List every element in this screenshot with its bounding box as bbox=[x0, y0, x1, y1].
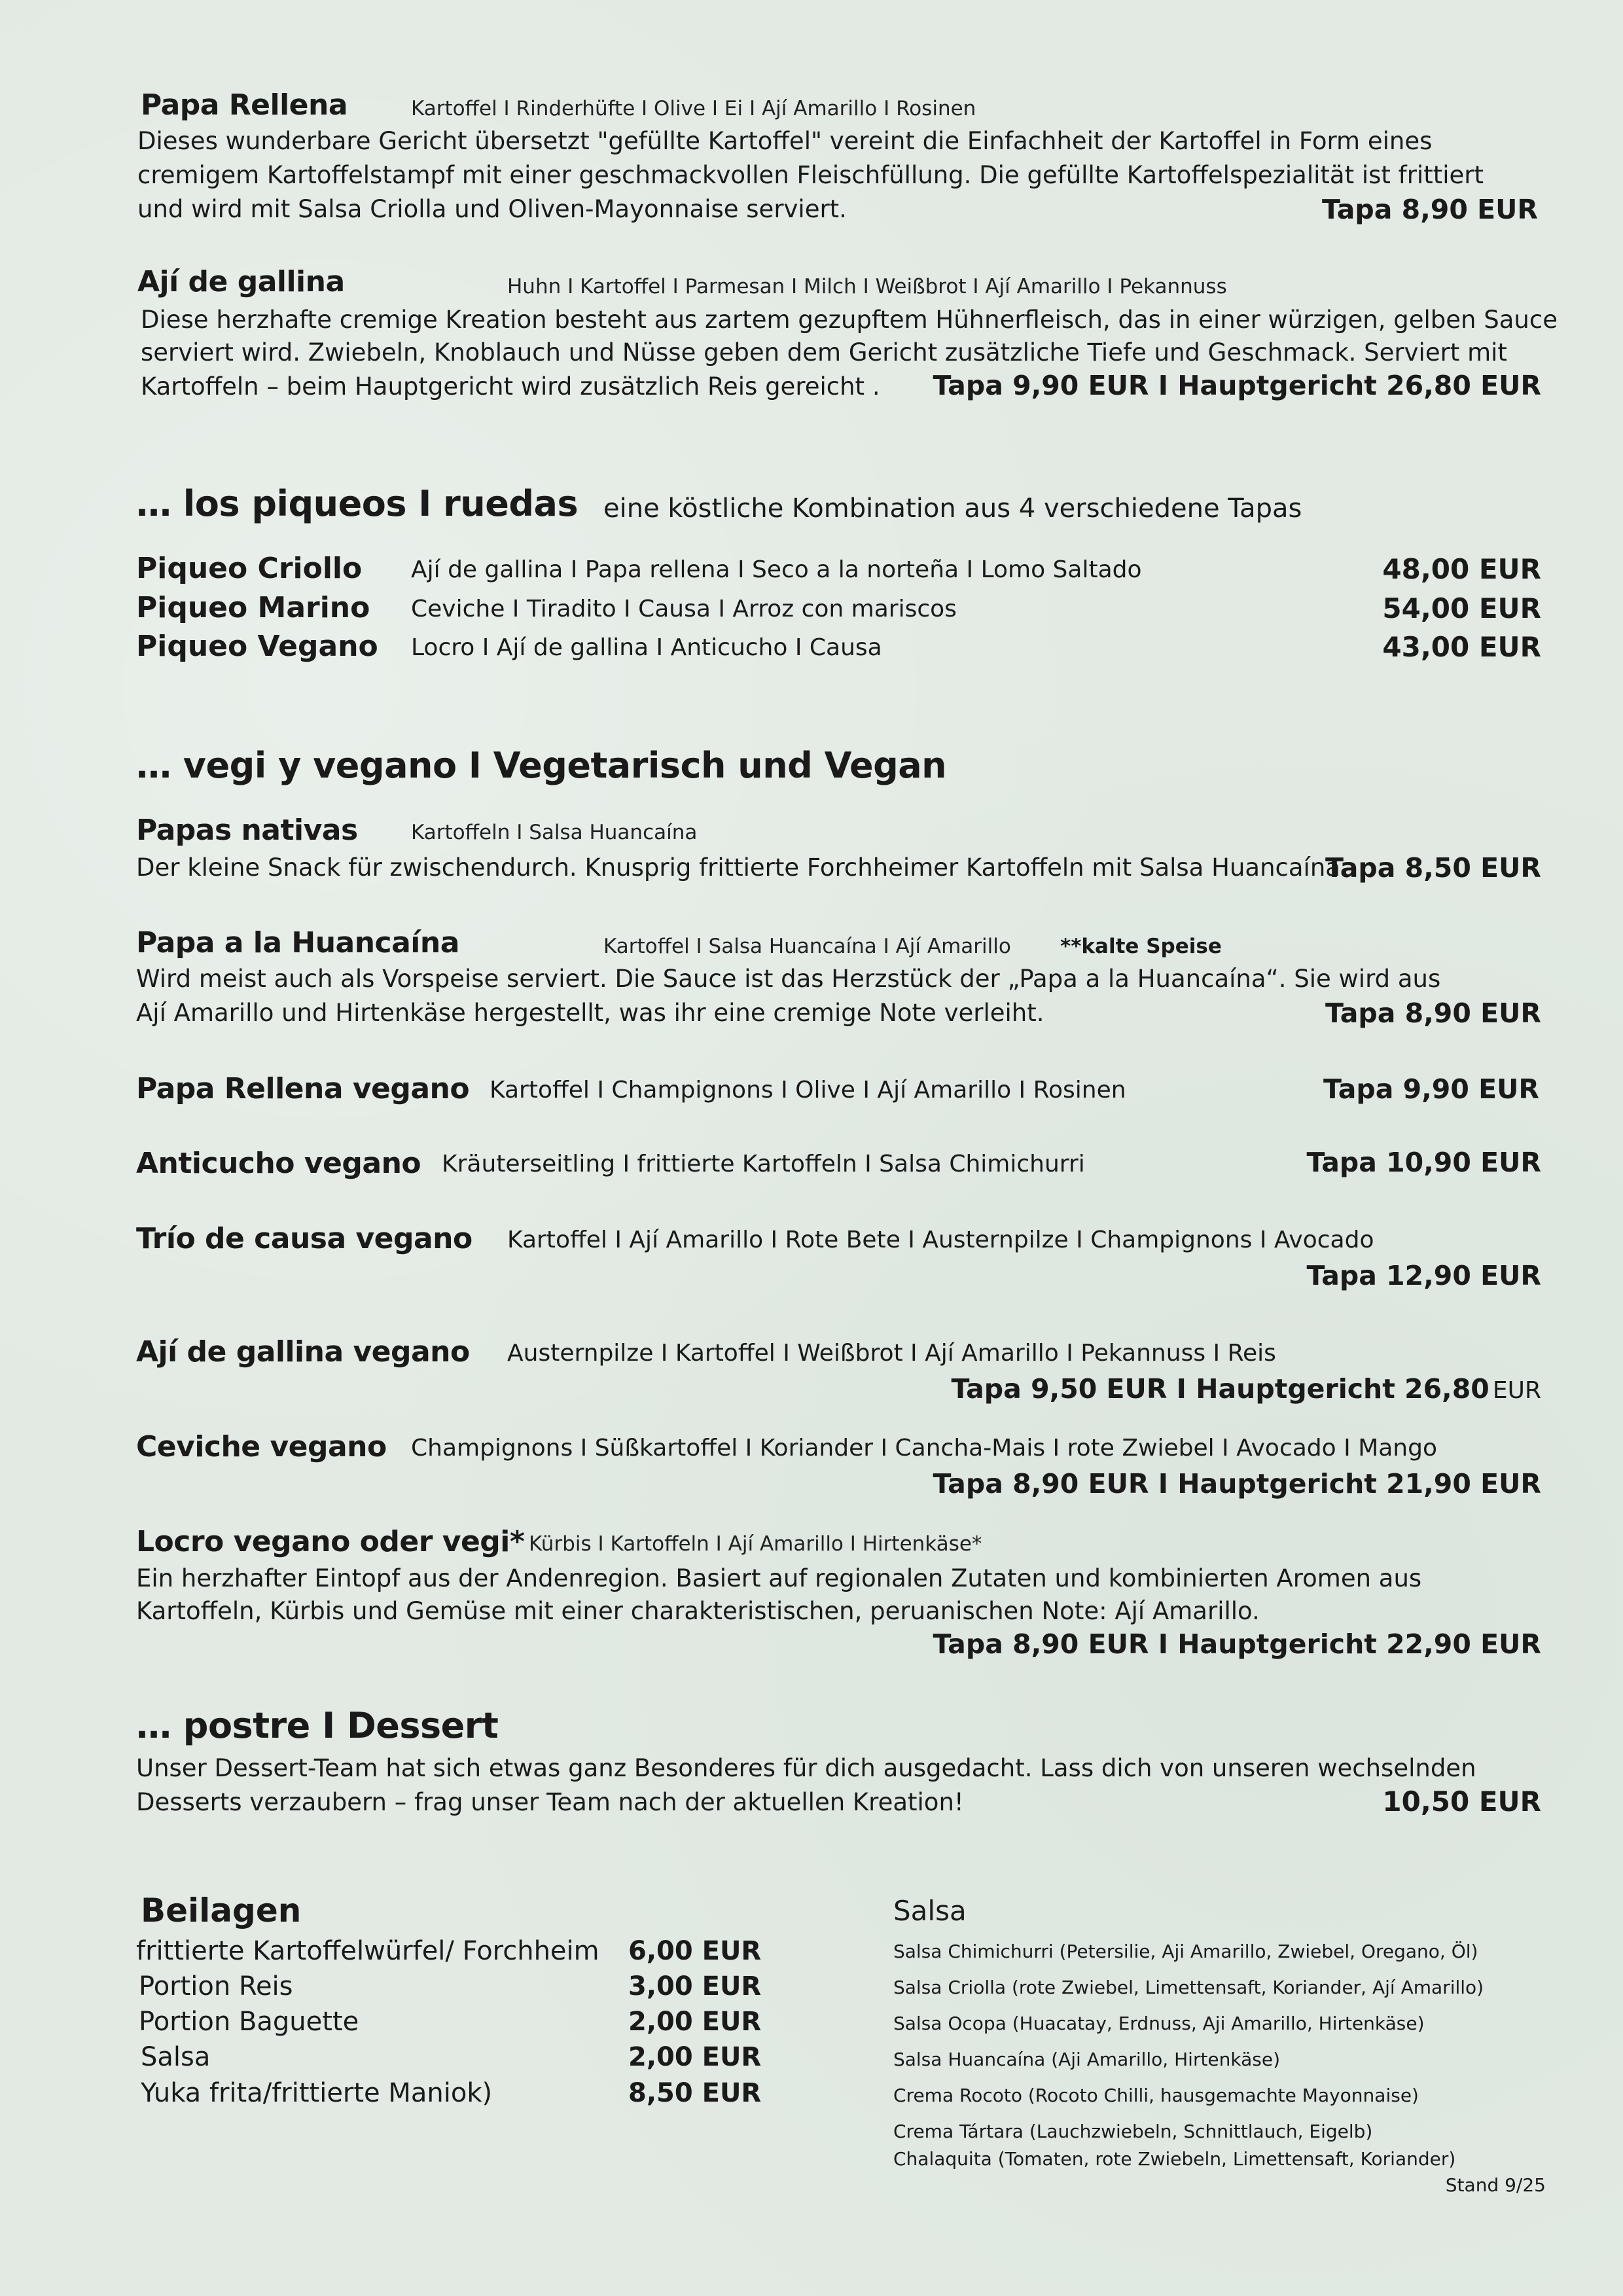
dish-price: Tapa 8,90 EUR I Hauptgericht 21,90 EUR bbox=[933, 1468, 1541, 1499]
dish-name-aji-de-gallina: Ají de gallina bbox=[137, 265, 345, 298]
side-item-price: 2,00 EUR bbox=[628, 2042, 762, 2072]
salsa-item: Crema Tártara (Lauchzwiebeln, Schnittlauch, Eigelb) bbox=[893, 2121, 1373, 2142]
side-item-name: Portion Baguette bbox=[139, 2007, 359, 2037]
dish-description-line: Diese herzhafte cremige Kreation besteht aus zartem gezupftem Hühnerfleisch, das in einer würzigen, gelben Sauce bbox=[141, 306, 1558, 334]
dish-price: Tapa 8,90 EUR bbox=[1325, 997, 1541, 1029]
dish-ingredients: Kartoffel I Champignons I Olive I Ají Amarillo I Rosinen bbox=[490, 1077, 1126, 1103]
piqueo-price: 43,00 EUR bbox=[1382, 631, 1541, 663]
dish-ingredients: Huhn I Kartoffel I Parmesan I Milch I Weißbrot I Ají Amarillo I Pekannuss bbox=[507, 275, 1227, 298]
dish-price: Tapa 9,90 EUR I Hauptgericht 26,80 EUR bbox=[933, 370, 1541, 401]
dish-name-papa-rellena-vegano: Papa Rellena vegano bbox=[136, 1072, 470, 1105]
piqueo-ingredients: Locro I Ají de gallina I Anticucho I Causa bbox=[411, 634, 882, 661]
dish-name-papas-nativas: Papas nativas bbox=[136, 814, 358, 847]
section-note: eine köstliche Kombination aus 4 verschiedene Tapas bbox=[603, 493, 1302, 524]
cold-dish-note: **kalte Speise bbox=[1060, 935, 1222, 958]
salsa-item: Salsa Huancaína (Aji Amarillo, Hirtenkäse) bbox=[893, 2049, 1281, 2070]
piqueo-name: Piqueo Marino bbox=[136, 591, 370, 624]
dish-name-trio-causa-vegano: Trío de causa vegano bbox=[136, 1222, 473, 1255]
salsa-item: Crema Rocoto (Rocoto Chilli, hausgemachte Mayonnaise) bbox=[893, 2085, 1419, 2106]
dish-price-text: Tapa 9,50 EUR I Hauptgericht 26,80 bbox=[951, 1373, 1489, 1405]
stand-date: Stand 9/25 bbox=[1445, 2174, 1546, 2196]
dish-description-line: cremigem Kartoffelstampf mit einer geschmackvollen Fleischfüllung. Die gefüllte Kartoffelspezialität ist frittiert bbox=[137, 161, 1484, 189]
dessert-description-line: Unser Dessert-Team hat sich etwas ganz Besonderes für dich ausgedacht. Lass dich von unseren wechselnden bbox=[136, 1754, 1476, 1782]
dish-description-line: Ají Amarillo und Hirtenkäse hergestellt, was ihr eine cremige Note verleiht. bbox=[136, 999, 1044, 1027]
dish-description-line: Kartoffeln, Kürbis und Gemüse mit einer charakteristischen, peruanischen Note: Ají Amarillo. bbox=[136, 1597, 1260, 1625]
dish-ingredients: Champignons I Süßkartoffel I Koriander I Cancha-Mais I rote Zwiebel I Avocado I Mango bbox=[411, 1435, 1438, 1462]
dish-name-ceviche-vegano: Ceviche vegano bbox=[136, 1430, 387, 1463]
dish-name-anticucho-vegano: Anticucho vegano bbox=[136, 1147, 421, 1180]
dish-name-papa-rellena: Papa Rellena bbox=[141, 88, 348, 122]
dish-description-line: und wird mit Salsa Criolla und Oliven-Mayonnaise serviert. bbox=[137, 195, 847, 223]
dish-name-locro: Locro vegano oder vegi* bbox=[136, 1525, 525, 1558]
section-title-beilagen: Beilagen bbox=[141, 1892, 302, 1929]
side-item-price: 6,00 EUR bbox=[628, 1936, 762, 1966]
section-title-salsa: Salsa bbox=[893, 1895, 967, 1927]
piqueo-name: Piqueo Vegano bbox=[136, 630, 378, 663]
salsa-item: Salsa Chimichurri (Petersilie, Aji Amarillo, Zwiebel, Oregano, Öl) bbox=[893, 1941, 1478, 1962]
section-title-piqueos: … los piqueos I ruedas bbox=[136, 483, 579, 524]
dish-description-line: serviert wird. Zwiebeln, Knoblauch und Nüsse geben dem Gericht zusätzliche Tiefe und Geschmack. Serviert mit bbox=[141, 338, 1507, 367]
dish-ingredients: Kräuterseitling I frittierte Kartoffeln I Salsa Chimichurri bbox=[442, 1151, 1085, 1177]
salsa-item: Salsa Criolla (rote Zwiebel, Limettensaft, Koriander, Ají Amarillo) bbox=[893, 1977, 1484, 1998]
side-item-name: Yuka frita/frittierte Maniok) bbox=[141, 2078, 493, 2108]
piqueo-name: Piqueo Criollo bbox=[136, 552, 363, 585]
salsa-item: Chalaquita (Tomaten, rote Zwiebeln, Limettensaft, Koriander) bbox=[893, 2148, 1456, 2170]
dish-description-line: Wird meist auch als Vorspeise serviert. Die Sauce ist das Herzstück der „Papa a la Huancaína“. Sie wird aus bbox=[136, 965, 1441, 993]
dish-price: Tapa 8,50 EUR bbox=[1325, 852, 1541, 884]
dish-price-unit: EUR bbox=[1492, 1377, 1541, 1404]
piqueo-ingredients: Ají de gallina I Papa rellena I Seco a la norteña I Lomo Saltado bbox=[411, 556, 1142, 583]
dish-ingredients: Kartoffel I Salsa Huancaína I Ají Amarillo bbox=[603, 935, 1011, 958]
piqueo-price: 48,00 EUR bbox=[1382, 553, 1541, 585]
section-title-dessert: … postre I Dessert bbox=[136, 1705, 499, 1746]
section-title-vegi: … vegi y vegano I Vegetarisch und Vegan bbox=[136, 745, 947, 786]
dessert-description-line: Desserts verzaubern – frag unser Team nach der aktuellen Kreation! bbox=[136, 1788, 964, 1816]
dish-price: Tapa 8,90 EUR I Hauptgericht 22,90 EUR bbox=[933, 1628, 1541, 1660]
dish-description-line: Kartoffeln – beim Hauptgericht wird zusätzlich Reis gereicht . bbox=[141, 372, 880, 401]
side-item-price: 8,50 EUR bbox=[628, 2078, 762, 2108]
side-item-price: 2,00 EUR bbox=[628, 2007, 762, 2037]
dish-ingredients: Kartoffeln I Salsa Huancaína bbox=[411, 821, 698, 844]
dish-price: Tapa 8,90 EUR bbox=[1322, 194, 1538, 225]
dish-description-line: Der kleine Snack für zwischendurch. Knusprig frittierte Forchheimer Kartoffeln mit Salsa Huancaína. bbox=[136, 853, 1348, 882]
side-item-name: frittierte Kartoffelwürfel/ Forchheim bbox=[136, 1936, 599, 1966]
dish-name-aji-de-gallina-vegano: Ají de gallina vegano bbox=[136, 1335, 470, 1369]
piqueo-price: 54,00 EUR bbox=[1382, 592, 1541, 624]
dish-name-papa-huancaina: Papa a la Huancaína bbox=[136, 926, 459, 960]
side-item-name: Portion Reis bbox=[139, 1971, 293, 2001]
dessert-price: 10,50 EUR bbox=[1382, 1785, 1541, 1818]
dish-price: Tapa 12,90 EUR bbox=[1306, 1260, 1541, 1291]
dish-ingredients: Kürbis I Kartoffeln I Ají Amarillo I Hirtenkäse* bbox=[529, 1532, 982, 1556]
side-item-price: 3,00 EUR bbox=[628, 1971, 762, 2001]
side-item-name: Salsa bbox=[141, 2042, 211, 2072]
dish-ingredients: Kartoffel I Ají Amarillo I Rote Bete I Austernpilze I Champignons I Avocado bbox=[507, 1227, 1374, 1253]
dish-price bbox=[951, 1373, 1541, 1405]
dish-price: Tapa 10,90 EUR bbox=[1306, 1147, 1541, 1178]
dish-ingredients: Austernpilze I Kartoffel I Weißbrot I Ají Amarillo I Pekannuss I Reis bbox=[507, 1340, 1276, 1367]
dish-price: Tapa 9,90 EUR bbox=[1323, 1073, 1539, 1105]
piqueo-ingredients: Ceviche I Tiradito I Causa I Arroz con mariscos bbox=[411, 596, 957, 622]
dish-description-line: Dieses wunderbare Gericht übersetzt "gefüllte Kartoffel" vereint die Einfachheit der Kartoffel in Form eines bbox=[137, 127, 1433, 155]
dish-description-line: Ein herzhafter Eintopf aus der Andenregion. Basiert auf regionalen Zutaten und kombinierten Aromen aus bbox=[136, 1564, 1422, 1592]
salsa-item: Salsa Ocopa (Huacatay, Erdnuss, Aji Amarillo, Hirtenkäse) bbox=[893, 2013, 1425, 2034]
dish-ingredients: Kartoffel I Rinderhüfte I Olive I Ei I Ají Amarillo I Rosinen bbox=[411, 97, 976, 120]
